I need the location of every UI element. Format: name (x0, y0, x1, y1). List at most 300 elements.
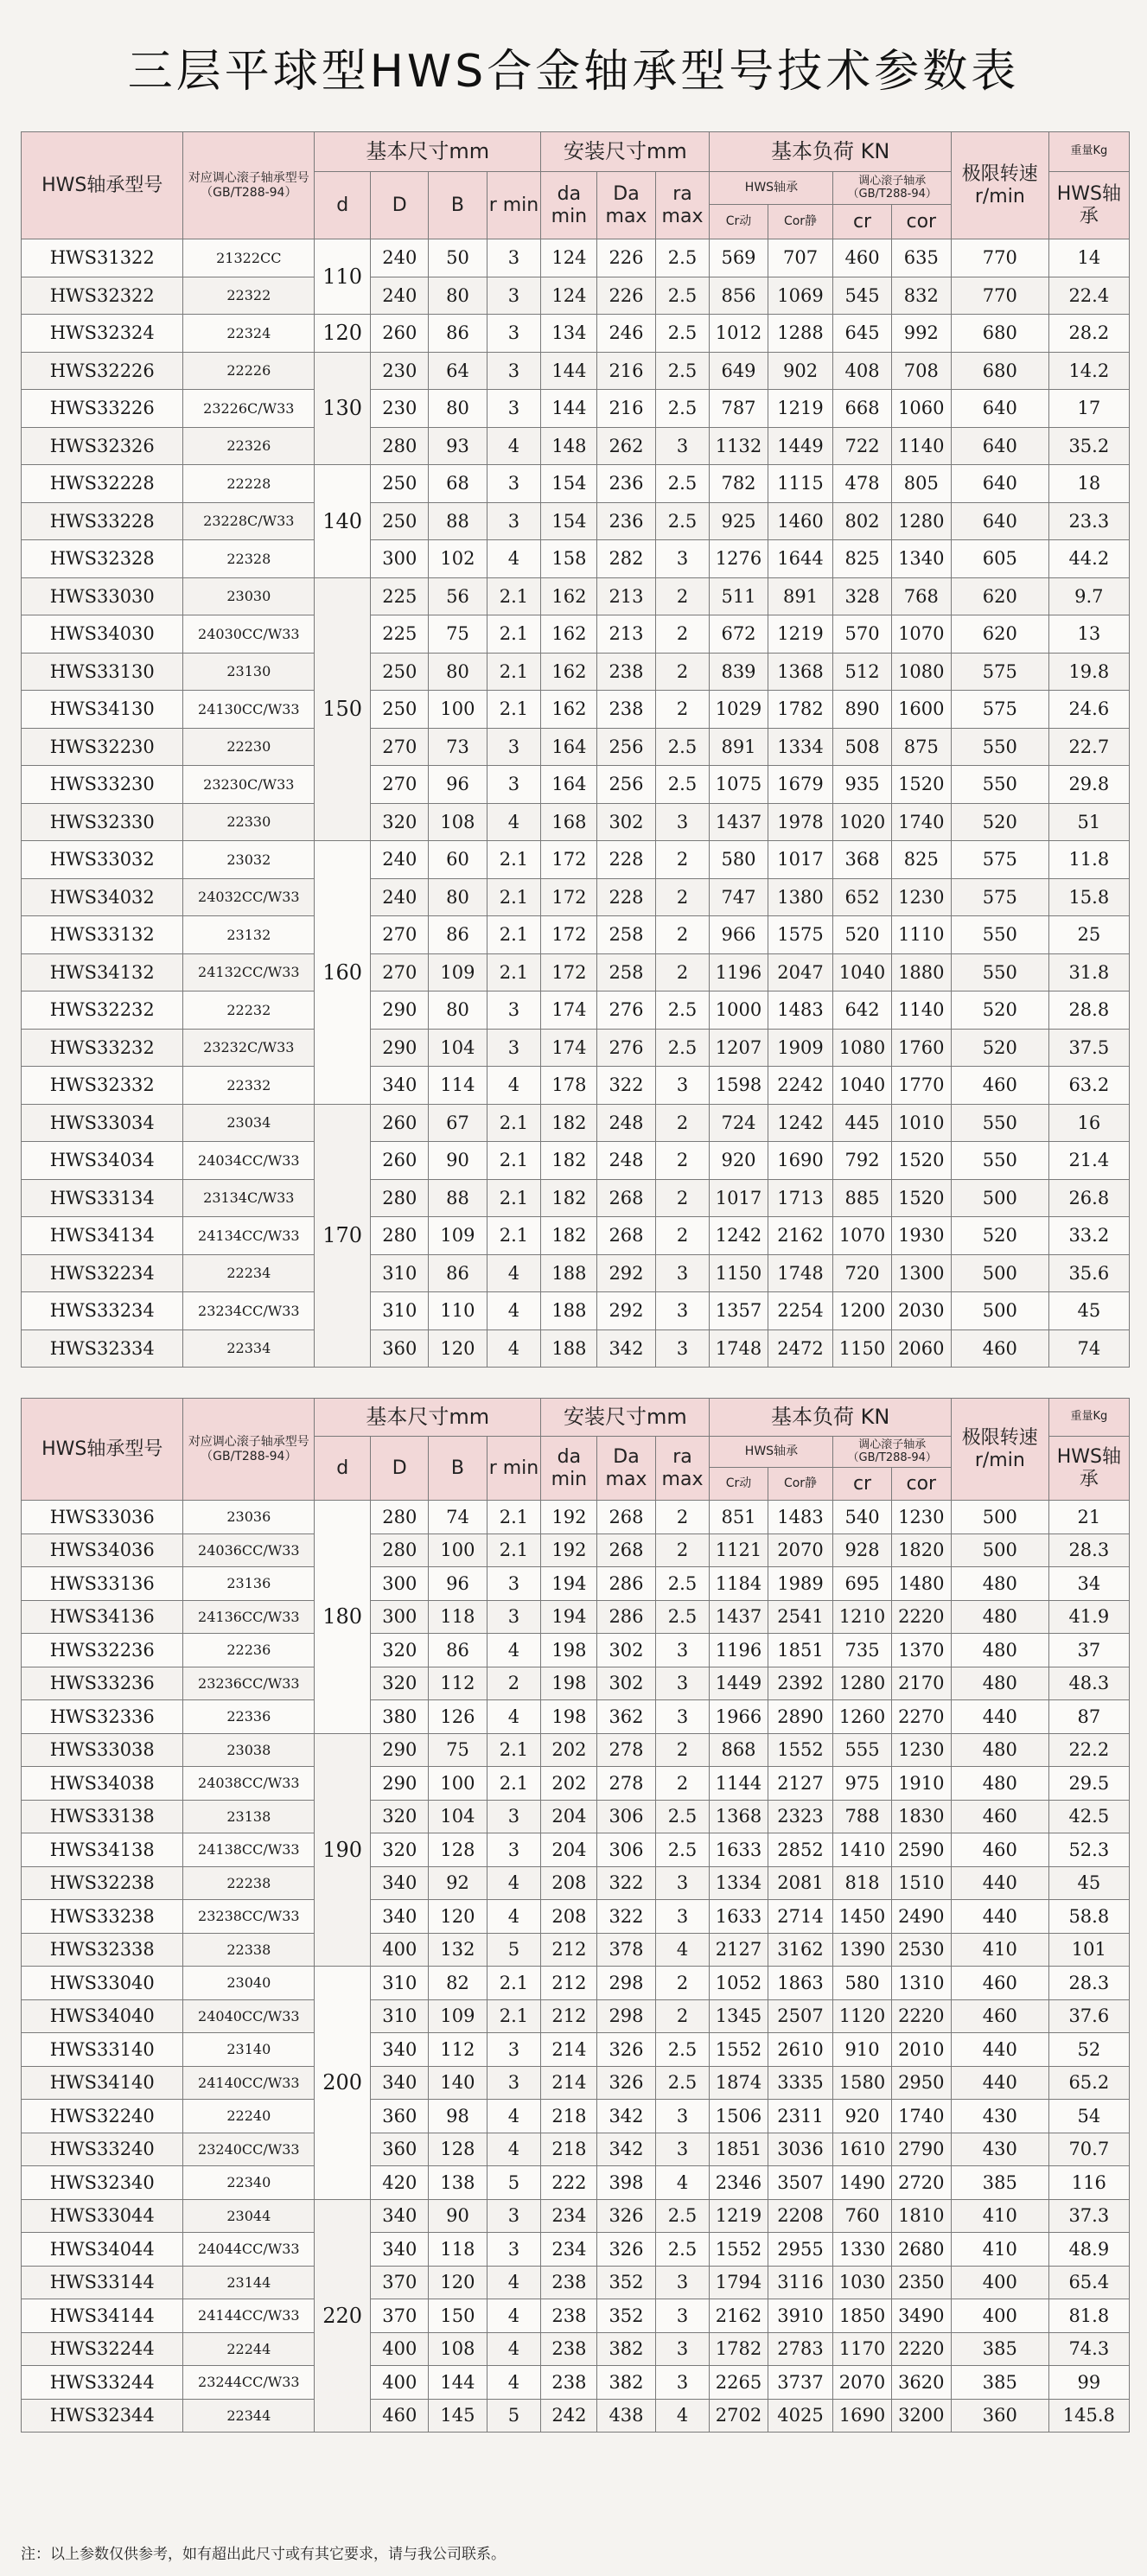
header-cor: cor (891, 205, 951, 239)
cell-B: 120 (429, 1900, 487, 1934)
cell-B: 86 (429, 315, 487, 353)
cell-D: 340 (371, 2233, 429, 2267)
cell-cor: 1060 (891, 390, 951, 428)
cell-B: 144 (429, 2366, 487, 2400)
cell-D: 310 (371, 1999, 429, 2033)
cell-cr-dyn: 1029 (710, 691, 768, 729)
cell-speed: 460 (951, 1999, 1048, 2033)
table-row (22, 653, 1130, 691)
cell-D: 310 (371, 1967, 429, 2000)
cell-B: 100 (429, 691, 487, 729)
cell-model: HWS34130 (22, 691, 183, 729)
cell-B: 109 (429, 953, 487, 992)
table-row (22, 1833, 1130, 1867)
cell-Damax: 292 (597, 1254, 655, 1292)
cell-cor: 1070 (891, 615, 951, 654)
cell-equivalent: 24036CC/W33 (183, 1533, 315, 1567)
cell-D: 290 (371, 1029, 429, 1067)
cell-cor-static: 1909 (768, 1029, 833, 1067)
cell-cr: 1030 (833, 2266, 891, 2299)
cell-cor: 2590 (891, 1833, 951, 1867)
cell-rmin: 5 (487, 2399, 541, 2433)
cell-equivalent: 22244 (183, 2332, 315, 2366)
table-row (22, 2199, 1130, 2233)
cell-B: 98 (429, 2100, 487, 2133)
cell-cr: 2070 (833, 2366, 891, 2400)
cell-model: HWS33232 (22, 1029, 183, 1067)
cell-model: HWS32228 (22, 465, 183, 503)
cell-D: 300 (371, 540, 429, 578)
cell-cor-static: 2242 (768, 1067, 833, 1105)
cell-Damax: 268 (597, 1533, 655, 1567)
cell-rmin: 2.1 (487, 916, 541, 954)
cell-speed: 480 (951, 1733, 1048, 1767)
header-hws-bearing: HWS轴承 (710, 1437, 833, 1468)
cell-model: HWS33038 (22, 1733, 183, 1767)
cell-cor-static: 1713 (768, 1179, 833, 1217)
cell-equivalent: 22336 (183, 1700, 315, 1734)
cell-speed: 520 (951, 1217, 1048, 1255)
cell-rmin: 3 (487, 1800, 541, 1833)
cell-equivalent: 24130CC/W33 (183, 691, 315, 729)
cell-Damax: 258 (597, 953, 655, 992)
cell-cr: 792 (833, 1142, 891, 1180)
cell-weight: 28.2 (1048, 315, 1129, 353)
cell-equivalent: 23038 (183, 1733, 315, 1767)
cell-D: 320 (371, 1634, 429, 1667)
table-row (22, 577, 1130, 615)
cell-damin: 222 (541, 2166, 597, 2200)
cell-cor: 1760 (891, 1029, 951, 1067)
cell-ramax: 2 (655, 1217, 710, 1255)
table-row (22, 427, 1130, 465)
cell-cr: 735 (833, 1634, 891, 1667)
cell-ramax: 2 (655, 577, 710, 615)
cell-cor-static: 3335 (768, 2066, 833, 2100)
cell-cor-static: 2890 (768, 1700, 833, 1734)
cell-d-group: 180 (315, 1501, 371, 1734)
table-row (22, 1329, 1130, 1368)
cell-B: 80 (429, 878, 487, 916)
cell-equivalent: 22236 (183, 1634, 315, 1667)
cell-cr: 1150 (833, 1329, 891, 1368)
cell-Damax: 398 (597, 2166, 655, 2200)
cell-D: 320 (371, 1667, 429, 1700)
cell-Damax: 216 (597, 390, 655, 428)
cell-B: 86 (429, 916, 487, 954)
cell-Damax: 382 (597, 2366, 655, 2400)
cell-rmin: 5 (487, 1933, 541, 1967)
cell-cor-static: 1069 (768, 277, 833, 315)
cell-model: HWS33134 (22, 1179, 183, 1217)
cell-rmin: 4 (487, 803, 541, 841)
cell-B: 109 (429, 1217, 487, 1255)
cell-B: 67 (429, 1104, 487, 1142)
cell-Damax: 322 (597, 1067, 655, 1105)
cell-cr-dyn: 1966 (710, 1700, 768, 1734)
cell-ramax: 3 (655, 1634, 710, 1667)
cell-cr: 1260 (833, 1700, 891, 1734)
cell-ramax: 2.5 (655, 2199, 710, 2233)
cell-Damax: 298 (597, 1967, 655, 2000)
cell-cr-dyn: 1196 (710, 1634, 768, 1667)
cell-D: 400 (371, 2366, 429, 2400)
cell-cor-static: 2852 (768, 1833, 833, 1867)
cell-damin: 154 (541, 465, 597, 503)
cell-D: 250 (371, 691, 429, 729)
cell-rmin: 2.1 (487, 577, 541, 615)
cell-cr: 825 (833, 540, 891, 578)
cell-cor: 825 (891, 841, 951, 879)
cell-ramax: 2 (655, 1179, 710, 1217)
cell-cr: 722 (833, 427, 891, 465)
cell-cr: 645 (833, 315, 891, 353)
cell-cor: 708 (891, 352, 951, 390)
cell-cor: 992 (891, 315, 951, 353)
cell-cor: 1340 (891, 540, 951, 578)
cell-equivalent: 24030CC/W33 (183, 615, 315, 654)
cell-d-group: 130 (315, 352, 371, 465)
cell-weight: 9.7 (1048, 577, 1129, 615)
cell-Damax: 248 (597, 1104, 655, 1142)
cell-ramax: 2.5 (655, 1833, 710, 1867)
cell-cr: 1210 (833, 1600, 891, 1634)
cell-D: 460 (371, 2399, 429, 2433)
cell-equivalent: 22332 (183, 1067, 315, 1105)
cell-cr: 1200 (833, 1292, 891, 1330)
cell-model: HWS33228 (22, 502, 183, 540)
cell-B: 104 (429, 1800, 487, 1833)
cell-Damax: 322 (597, 1900, 655, 1934)
cell-cr: 818 (833, 1866, 891, 1900)
cell-cr-dyn: 1633 (710, 1900, 768, 1934)
cell-cr: 1850 (833, 2299, 891, 2333)
cell-cr: 512 (833, 653, 891, 691)
cell-cor-static: 4025 (768, 2399, 833, 2433)
cell-d-group: 170 (315, 1104, 371, 1368)
cell-rmin: 4 (487, 1292, 541, 1330)
cell-cor-static: 3910 (768, 2299, 833, 2333)
cell-weight: 63.2 (1048, 1067, 1129, 1105)
cell-rmin: 3 (487, 2033, 541, 2067)
cell-model: HWS33040 (22, 1967, 183, 2000)
cell-cor: 1740 (891, 2100, 951, 2133)
cell-B: 128 (429, 1833, 487, 1867)
cell-ramax: 3 (655, 1067, 710, 1105)
cell-cr: 788 (833, 1800, 891, 1833)
cell-model: HWS32326 (22, 427, 183, 465)
header-equivalent: 对应调心滚子轴承型号（GB/T288-94） (183, 1399, 315, 1501)
cell-cor-static: 902 (768, 352, 833, 390)
cell-cr-dyn: 1219 (710, 2199, 768, 2233)
cell-weight: 21 (1048, 1501, 1129, 1534)
cell-rmin: 3 (487, 728, 541, 766)
cell-rmin: 2.1 (487, 1501, 541, 1534)
table-row (22, 992, 1130, 1030)
cell-rmin: 2.1 (487, 1733, 541, 1767)
cell-rmin: 2.1 (487, 1179, 541, 1217)
cell-speed: 500 (951, 1179, 1048, 1217)
cell-damin: 192 (541, 1533, 597, 1567)
cell-equivalent: 23244CC/W33 (183, 2366, 315, 2400)
cell-equivalent: 22226 (183, 352, 315, 390)
cell-ramax: 2.5 (655, 315, 710, 353)
cell-cr-dyn: 1242 (710, 1217, 768, 1255)
cell-speed: 430 (951, 2133, 1048, 2166)
cell-model: HWS33244 (22, 2366, 183, 2400)
cell-model: HWS32238 (22, 1866, 183, 1900)
cell-ramax: 2.5 (655, 2033, 710, 2067)
cell-d-group: 190 (315, 1733, 371, 1967)
cell-rmin: 4 (487, 1254, 541, 1292)
cell-weight: 116 (1048, 2166, 1129, 2200)
cell-cor-static: 1748 (768, 1254, 833, 1292)
header-D: D (371, 1437, 429, 1501)
cell-weight: 28.3 (1048, 1967, 1129, 2000)
header-Damax: Da max (597, 172, 655, 239)
cell-weight: 28.3 (1048, 1533, 1129, 1567)
cell-speed: 550 (951, 953, 1048, 992)
cell-cr-dyn: 1121 (710, 1533, 768, 1567)
cell-weight: 37.6 (1048, 1999, 1129, 2033)
table-row (22, 1634, 1130, 1667)
cell-cr: 802 (833, 502, 891, 540)
cell-D: 270 (371, 728, 429, 766)
cell-damin: 162 (541, 653, 597, 691)
cell-Damax: 276 (597, 1029, 655, 1067)
cell-cor: 1880 (891, 953, 951, 992)
header-B: B (429, 1437, 487, 1501)
cell-equivalent: 23232C/W33 (183, 1029, 315, 1067)
cell-D: 300 (371, 1600, 429, 1634)
cell-cr: 460 (833, 239, 891, 277)
cell-rmin: 4 (487, 2332, 541, 2366)
cell-cr-dyn: 1000 (710, 992, 768, 1030)
header-cr: cr (833, 205, 891, 239)
cell-equivalent: 22340 (183, 2166, 315, 2200)
cell-cor-static: 2311 (768, 2100, 833, 2133)
cell-damin: 188 (541, 1254, 597, 1292)
cell-ramax: 3 (655, 1292, 710, 1330)
table-row (22, 1104, 1130, 1142)
cell-ramax: 3 (655, 2366, 710, 2400)
cell-speed: 680 (951, 315, 1048, 353)
table-row (22, 1533, 1130, 1567)
cell-cr-dyn: 1437 (710, 803, 768, 841)
cell-cor: 1770 (891, 1067, 951, 1105)
cell-weight: 17 (1048, 390, 1129, 428)
cell-damin: 182 (541, 1142, 597, 1180)
cell-cor: 1230 (891, 1501, 951, 1534)
cell-damin: 188 (541, 1329, 597, 1368)
cell-cr: 1390 (833, 1933, 891, 1967)
cell-model: HWS33136 (22, 1567, 183, 1601)
cell-damin: 162 (541, 691, 597, 729)
cell-damin: 164 (541, 766, 597, 804)
cell-model: HWS33234 (22, 1292, 183, 1330)
cell-Damax: 352 (597, 2299, 655, 2333)
cell-rmin: 2.1 (487, 1767, 541, 1801)
cell-damin: 214 (541, 2033, 597, 2067)
cell-weight: 48.9 (1048, 2233, 1129, 2267)
cell-model: HWS33230 (22, 766, 183, 804)
cell-cor: 1520 (891, 766, 951, 804)
cell-damin: 164 (541, 728, 597, 766)
table-row (22, 1567, 1130, 1601)
cell-cr: 760 (833, 2199, 891, 2233)
cell-D: 230 (371, 390, 429, 428)
cell-Damax: 226 (597, 277, 655, 315)
cell-cor: 2270 (891, 1700, 951, 1734)
cell-equivalent: 22328 (183, 540, 315, 578)
cell-Damax: 302 (597, 803, 655, 841)
cell-cor-static: 891 (768, 577, 833, 615)
cell-B: 80 (429, 992, 487, 1030)
cell-equivalent: 24134CC/W33 (183, 1217, 315, 1255)
cell-Damax: 268 (597, 1217, 655, 1255)
cell-damin: 234 (541, 2233, 597, 2267)
cell-ramax: 4 (655, 2399, 710, 2433)
cell-B: 90 (429, 2199, 487, 2233)
cell-D: 280 (371, 1217, 429, 1255)
cell-weight: 18 (1048, 465, 1129, 503)
table-row (22, 841, 1130, 879)
cell-Damax: 298 (597, 1999, 655, 2033)
cell-B: 118 (429, 2233, 487, 2267)
cell-ramax: 2 (655, 841, 710, 879)
cell-ramax: 3 (655, 1667, 710, 1700)
cell-cor-static: 2127 (768, 1767, 833, 1801)
table-row (22, 2233, 1130, 2267)
cell-damin: 188 (541, 1292, 597, 1330)
cell-cr: 580 (833, 1967, 891, 2000)
cell-rmin: 4 (487, 1067, 541, 1105)
cell-rmin: 3 (487, 502, 541, 540)
cell-model: HWS33226 (22, 390, 183, 428)
cell-ramax: 2 (655, 1142, 710, 1180)
cell-cor: 3620 (891, 2366, 951, 2400)
cell-weight: 14.2 (1048, 352, 1129, 390)
cell-rmin: 4 (487, 1900, 541, 1934)
cell-ramax: 2.5 (655, 502, 710, 540)
cell-damin: 198 (541, 1700, 597, 1734)
cell-B: 96 (429, 766, 487, 804)
cell-weight: 33.2 (1048, 1217, 1129, 1255)
cell-weight: 35.2 (1048, 427, 1129, 465)
cell-Damax: 342 (597, 1329, 655, 1368)
cell-Damax: 326 (597, 2199, 655, 2233)
cell-speed: 480 (951, 1600, 1048, 1634)
cell-damin: 162 (541, 615, 597, 654)
cell-ramax: 3 (655, 1900, 710, 1934)
table-row (22, 953, 1130, 992)
header-model: HWS轴承型号 (22, 132, 183, 239)
cell-D: 240 (371, 841, 429, 879)
cell-B: 64 (429, 352, 487, 390)
cell-D: 360 (371, 2133, 429, 2166)
cell-d-group: 200 (315, 1967, 371, 2200)
cell-cr-dyn: 1196 (710, 953, 768, 992)
cell-cr-dyn: 580 (710, 841, 768, 879)
header-cr-dyn: Cr动 (710, 205, 768, 239)
cell-D: 260 (371, 1104, 429, 1142)
cell-weight: 37.3 (1048, 2199, 1129, 2233)
cell-model: HWS32230 (22, 728, 183, 766)
cell-cor: 1810 (891, 2199, 951, 2233)
table-row (22, 1933, 1130, 1967)
cell-model: HWS32240 (22, 2100, 183, 2133)
cell-speed: 430 (951, 2100, 1048, 2133)
cell-damin: 172 (541, 953, 597, 992)
cell-cr-dyn: 1017 (710, 1179, 768, 1217)
cell-weight: 37.5 (1048, 1029, 1129, 1067)
cell-cor-static: 3737 (768, 2366, 833, 2400)
cell-damin: 172 (541, 841, 597, 879)
cell-cr: 885 (833, 1179, 891, 1217)
cell-cr-dyn: 649 (710, 352, 768, 390)
cell-model: HWS32232 (22, 992, 183, 1030)
cell-cor: 1300 (891, 1254, 951, 1292)
cell-D: 320 (371, 803, 429, 841)
cell-model: HWS33030 (22, 577, 183, 615)
cell-cor: 2530 (891, 1933, 951, 1967)
cell-D: 310 (371, 1292, 429, 1330)
cell-cr: 975 (833, 1767, 891, 1801)
cell-rmin: 4 (487, 2299, 541, 2333)
cell-rmin: 4 (487, 1866, 541, 1900)
cell-cr: 408 (833, 352, 891, 390)
cell-ramax: 2.5 (655, 2066, 710, 2100)
cell-Damax: 216 (597, 352, 655, 390)
table-row (22, 1733, 1130, 1767)
cell-D: 370 (371, 2266, 429, 2299)
cell-equivalent: 22338 (183, 1933, 315, 1967)
table-row (22, 2332, 1130, 2366)
cell-speed: 480 (951, 1634, 1048, 1667)
cell-D: 280 (371, 1533, 429, 1567)
cell-B: 110 (429, 1292, 487, 1330)
cell-cor: 1910 (891, 1767, 951, 1801)
cell-cr-dyn: 1207 (710, 1029, 768, 1067)
cell-B: 108 (429, 2332, 487, 2366)
table-2-body (22, 1501, 1130, 2433)
cell-weight: 58.8 (1048, 1900, 1129, 1934)
cell-cr-dyn: 1184 (710, 1567, 768, 1601)
cell-rmin: 3 (487, 277, 541, 315)
cell-ramax: 3 (655, 540, 710, 578)
cell-ramax: 2 (655, 916, 710, 954)
cell-speed: 460 (951, 1329, 1048, 1368)
cell-cr-dyn: 1276 (710, 540, 768, 578)
cell-cor: 635 (891, 239, 951, 277)
cell-weight: 22.2 (1048, 1733, 1129, 1767)
cell-D: 360 (371, 2100, 429, 2133)
cell-damin: 174 (541, 1029, 597, 1067)
cell-weight: 22.7 (1048, 728, 1129, 766)
cell-speed: 520 (951, 992, 1048, 1030)
cell-weight: 28.8 (1048, 992, 1129, 1030)
spec-table-1 (21, 131, 1130, 1368)
cell-cor: 1280 (891, 502, 951, 540)
cell-ramax: 2.5 (655, 239, 710, 277)
cell-ramax: 2 (655, 691, 710, 729)
cell-cr-dyn: 1449 (710, 1667, 768, 1700)
cell-speed: 640 (951, 502, 1048, 540)
cell-cor: 768 (891, 577, 951, 615)
cell-speed: 620 (951, 577, 1048, 615)
cell-model: HWS32226 (22, 352, 183, 390)
cell-ramax: 2.5 (655, 1567, 710, 1601)
